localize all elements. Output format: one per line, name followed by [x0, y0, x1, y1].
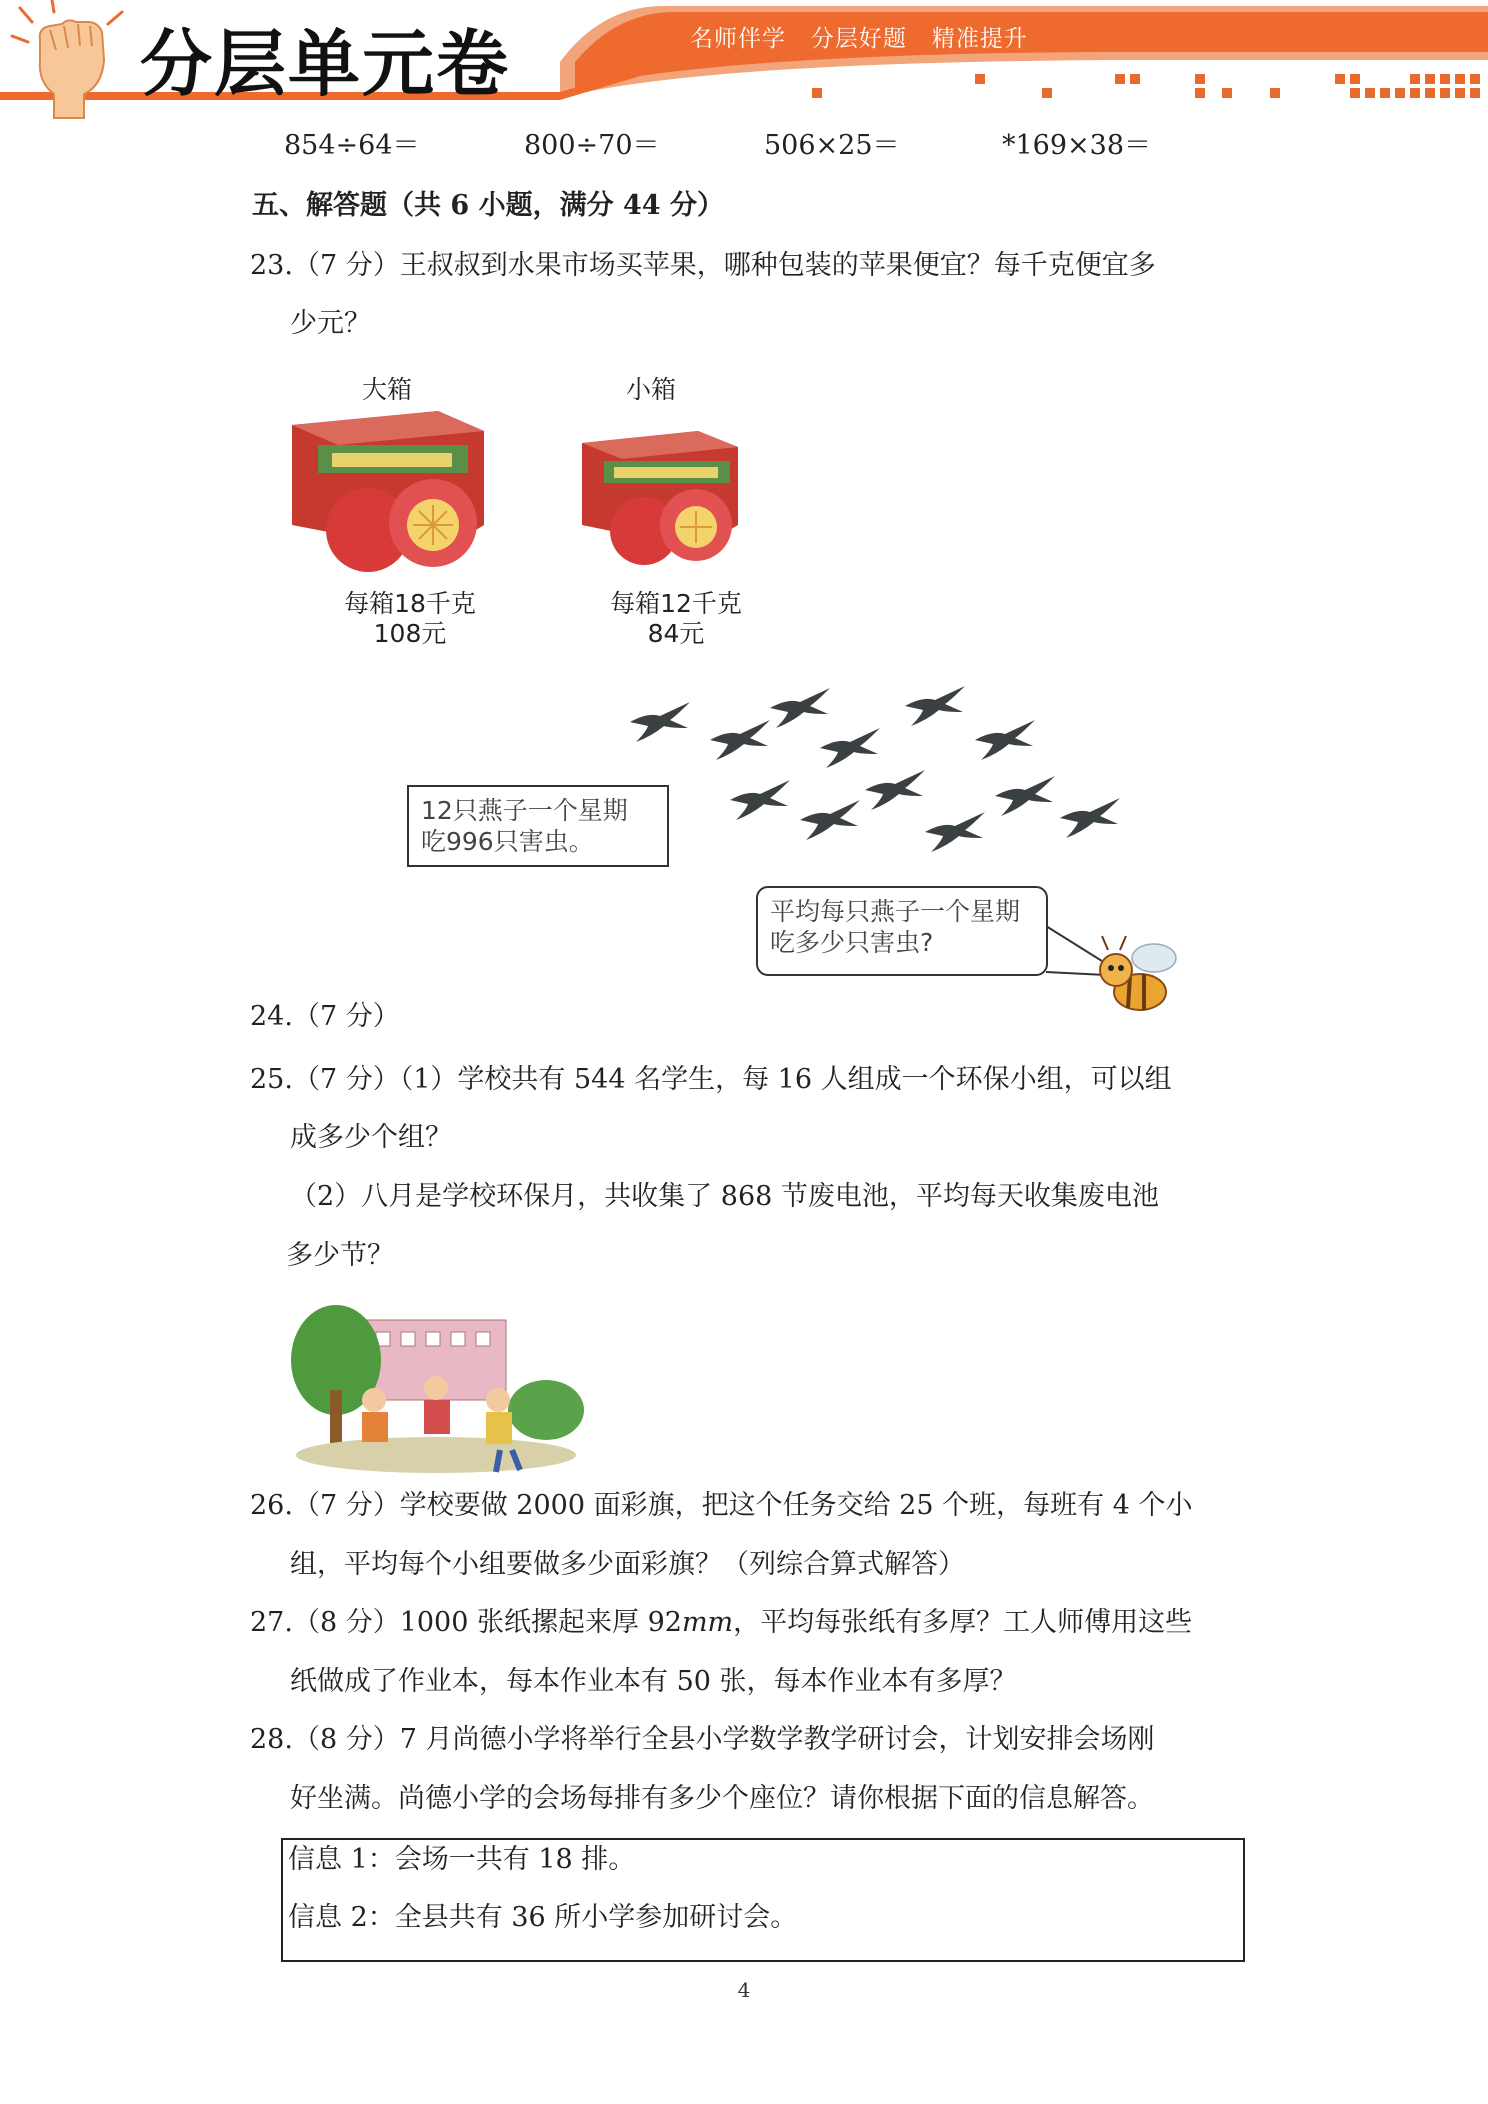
calc-item: *169×38＝: [1002, 130, 1152, 161]
question-27-line: 纸做成了作业本，每本作业本有 50 张，每本作业本有多厚？: [290, 1666, 1017, 1697]
question-25-line: 25.（7 分）（1）学校共有 544 名学生，每 16 人组成一个环保小组，可以组: [250, 1064, 1172, 1095]
question-28-line: 28.（8 分）7 月尚德小学将举行全县小学数学教学研讨会，计划安排会场刚: [250, 1724, 1155, 1755]
big-box-weight: 每箱18千克: [344, 589, 476, 618]
recycling-children-image: [286, 1290, 586, 1480]
brand-title: 分层单元卷: [140, 22, 511, 106]
bee-mascot-icon: [1092, 930, 1192, 1030]
info-line-2: 信息 2：全县共有 36 所小学参加研讨会。: [288, 1902, 798, 1933]
question-25-line: 成多少个组？: [290, 1122, 452, 1153]
small-box-weight: 每箱12千克: [610, 589, 742, 618]
question-27-text: ，平均每张纸有多厚？工人师傅用这些: [733, 1607, 1193, 1638]
page-header: [0, 0, 1488, 110]
big-apple-box-image: [288, 405, 488, 575]
swallows-image: [620, 680, 1140, 880]
speech-bubble-question: [756, 886, 1048, 976]
calc-item: 854÷64＝: [284, 130, 420, 161]
section-heading: 五、解答题（共 6 小题，满分 44 分）: [252, 190, 724, 221]
question-28-line: 好坐满。尚德小学的会场每排有多少个座位？请你根据下面的信息解答。: [290, 1783, 1154, 1814]
question-25-line: （2）八月是学校环保月，共收集了 868 节废电池，平均每天收集废电池: [290, 1181, 1159, 1212]
speech-box-fact-line: 12只燕子一个星期: [421, 796, 628, 825]
unit-mm: mm: [681, 1607, 734, 1638]
question-24-label: 24.（7 分）: [250, 1001, 400, 1032]
big-box-title: 大箱: [361, 375, 412, 404]
question-23-line: 23.（7 分）王叔叔到水果市场买苹果，哪种包装的苹果便宜？每千克便宜多: [250, 250, 1156, 281]
question-26-line: 26.（7 分）学校要做 2000 面彩旗，把这个任务交给 25 个班，每班有 4 个小: [250, 1490, 1193, 1521]
fist-logo-icon: [10, 0, 130, 120]
speech-box-fact: [407, 785, 669, 867]
small-box-title: 小箱: [625, 375, 676, 404]
question-27-text: 27.（8 分）1000 张纸摞起来厚 92: [250, 1607, 682, 1638]
info-line-1: 信息 1：会场一共有 18 排。: [288, 1844, 636, 1875]
speech-box-fact-line: 吃996只害虫。: [421, 827, 594, 856]
calc-item: 506×25＝: [764, 130, 900, 161]
small-apple-box-image: [578, 425, 748, 575]
question-27-line: [250, 1603, 1192, 1643]
small-box-price: 84元: [647, 619, 705, 648]
big-box-price: 108元: [373, 619, 447, 648]
question-25-line: 多少节？: [286, 1240, 394, 1271]
speech-bubble-question-line: 吃多少只害虫?: [770, 928, 934, 957]
header-slogan: 名师伴学 分层好题 精准提升: [690, 26, 1028, 52]
question-26-line: 组，平均每个小组要做多少面彩旗？（列综合算式解答）: [290, 1549, 965, 1580]
calc-item: 800÷70＝: [524, 130, 660, 161]
question-23-line: 少元？: [290, 308, 371, 339]
speech-bubble-question-line: 平均每只燕子一个星期: [770, 897, 1021, 926]
page-number: 4: [737, 1978, 751, 2002]
